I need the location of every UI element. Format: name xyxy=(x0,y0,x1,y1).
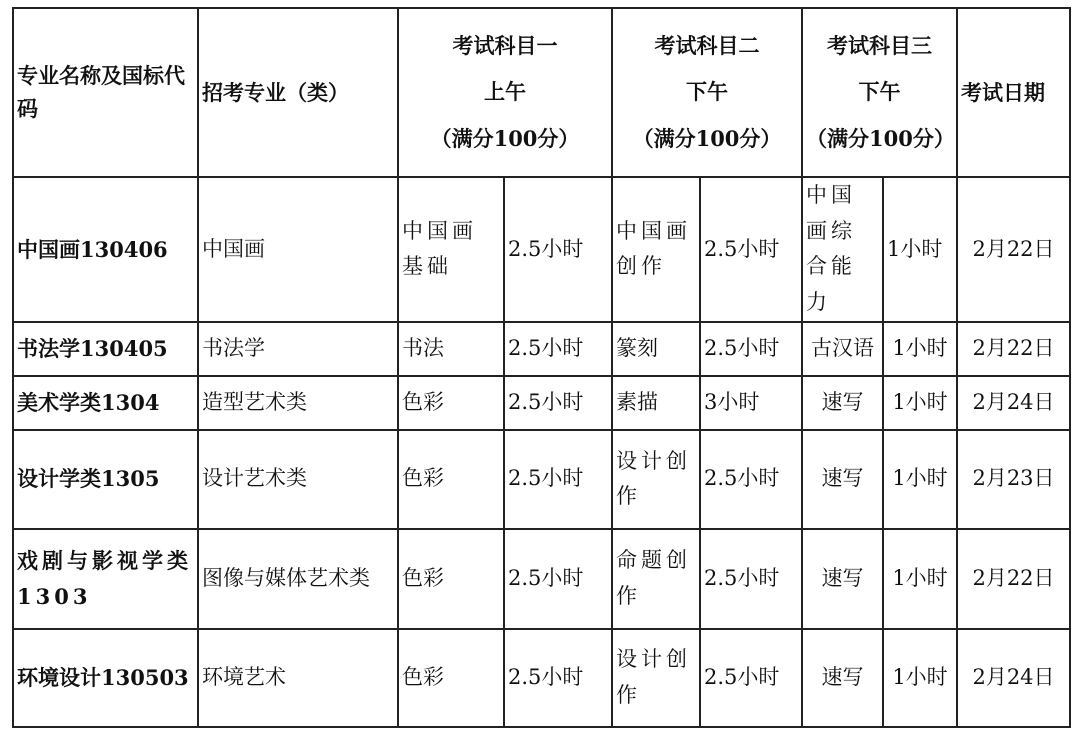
cell-exam-date: 2月24日 xyxy=(957,629,1070,727)
cell-exam-date: 2月22日 xyxy=(957,529,1070,629)
cell-admission: 图像与媒体艺术类 xyxy=(198,529,398,629)
cell-subject-1-duration: 2.5小时 xyxy=(504,529,612,629)
cell-admission: 书法学 xyxy=(198,322,398,376)
cell-subject-2: 设计创作 xyxy=(612,430,700,529)
cell-subject-2: 素描 xyxy=(612,376,700,430)
header-row xyxy=(13,8,1070,177)
cell-exam-date: 2月24日 xyxy=(957,376,1070,430)
subject-3-score: （满分100分） xyxy=(806,125,955,151)
cell-subject-2-duration: 3小时 xyxy=(700,376,802,430)
cell-subject-3: 速写 xyxy=(802,529,883,629)
subject-1-title: 考试科目一 xyxy=(452,33,558,59)
cell-admission: 造型艺术类 xyxy=(198,376,398,430)
cell-admission: 环境艺术 xyxy=(198,629,398,727)
table-row xyxy=(13,322,1070,376)
cell-subject-2-duration: 2.5小时 xyxy=(700,322,802,376)
table-row xyxy=(13,376,1070,430)
subject-2-score: （满分100分） xyxy=(632,125,782,151)
header-subject-2 xyxy=(612,8,802,177)
cell-subject-1-duration: 2.5小时 xyxy=(504,430,612,529)
cell-subject-3-duration: 1小时 xyxy=(883,322,957,376)
subject-2-time: 下午 xyxy=(686,79,728,105)
cell-subject-3-duration: 1小时 xyxy=(883,177,957,322)
cell-subject-3-duration: 1小时 xyxy=(883,376,957,430)
cell-subject-3: 速写 xyxy=(802,629,883,727)
cell-subject-1: 色彩 xyxy=(398,376,504,430)
cell-subject-2-duration: 2.5小时 xyxy=(700,177,802,322)
cell-subject-2: 篆刻 xyxy=(612,322,700,376)
subject-3-time: 下午 xyxy=(858,79,901,105)
cell-subject-1: 色彩 xyxy=(398,529,504,629)
cell-subject-3-duration: 1小时 xyxy=(883,629,957,727)
table-body xyxy=(13,8,1070,727)
exam-schedule-table xyxy=(12,7,1071,728)
table-row xyxy=(13,177,1070,322)
table-row xyxy=(13,430,1070,529)
cell-major: 美术学类1304 xyxy=(13,376,198,430)
cell-subject-3: 中国画综合能力 xyxy=(802,177,883,322)
cell-subject-2: 设计创作 xyxy=(612,629,700,727)
cell-major: 书法学130405 xyxy=(13,322,198,376)
cell-subject-1-duration: 2.5小时 xyxy=(504,629,612,727)
subject-1-time: 上午 xyxy=(484,79,526,105)
cell-major: 中国画130406 xyxy=(13,177,198,322)
header-subject-1 xyxy=(398,8,612,177)
cell-subject-3: 古汉语 xyxy=(802,322,883,376)
cell-subject-1: 色彩 xyxy=(398,430,504,529)
subject-2-title: 考试科目二 xyxy=(654,33,760,59)
cell-exam-date: 2月22日 xyxy=(957,322,1070,376)
header-exam-date: 考试日期 xyxy=(957,8,1070,177)
subject-1-score: （满分100分） xyxy=(430,125,580,151)
subject-3-title: 考试科目三 xyxy=(827,33,932,59)
cell-major: 设计学类1305 xyxy=(13,430,198,529)
cell-major: 戏剧与影视学类1303 xyxy=(13,529,198,629)
cell-exam-date: 2月22日 xyxy=(957,177,1070,322)
cell-subject-3: 速写 xyxy=(802,376,883,430)
cell-subject-1-duration: 2.5小时 xyxy=(504,376,612,430)
header-subject-3 xyxy=(802,8,957,177)
cell-subject-2: 命题创作 xyxy=(612,529,700,629)
cell-subject-2-duration: 2.5小时 xyxy=(700,529,802,629)
cell-subject-1-duration: 2.5小时 xyxy=(504,177,612,322)
cell-subject-3-duration: 1小时 xyxy=(883,529,957,629)
cell-major: 环境设计130503 xyxy=(13,629,198,727)
cell-subject-3-duration: 1小时 xyxy=(883,430,957,529)
cell-subject-2: 中国画创作 xyxy=(612,177,700,322)
cell-subject-3: 速写 xyxy=(802,430,883,529)
cell-subject-1: 中国画基础 xyxy=(398,177,504,322)
table-row xyxy=(13,629,1070,727)
cell-admission: 设计艺术类 xyxy=(198,430,398,529)
cell-subject-1-duration: 2.5小时 xyxy=(504,322,612,376)
cell-subject-2-duration: 2.5小时 xyxy=(700,629,802,727)
header-major-name-code: 专业名称及国标代码 xyxy=(13,8,198,177)
header-admission-major: 招考专业（类） xyxy=(198,8,398,177)
cell-subject-1: 色彩 xyxy=(398,629,504,727)
cell-subject-1: 书法 xyxy=(398,322,504,376)
cell-admission: 中国画 xyxy=(198,177,398,322)
cell-subject-2-duration: 2.5小时 xyxy=(700,430,802,529)
cell-exam-date: 2月23日 xyxy=(957,430,1070,529)
table-row xyxy=(13,529,1070,629)
